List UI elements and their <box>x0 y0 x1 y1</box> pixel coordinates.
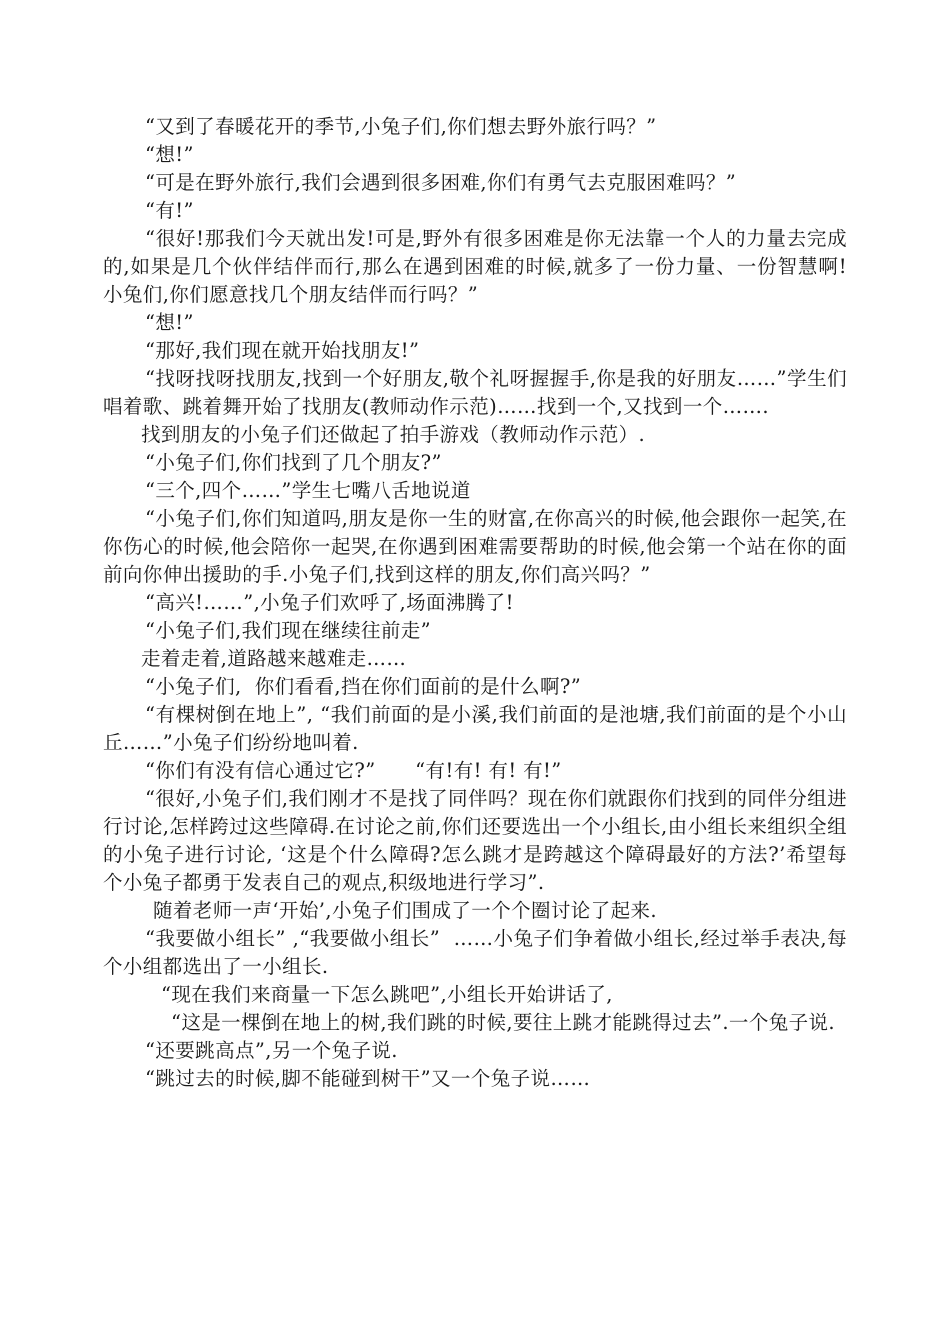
paragraph-15: 走着走着,道路越来越难走…… <box>141 647 407 670</box>
paragraph-18: “你们有没有信心通过它?” “有!有! 有! 有!” <box>145 759 562 782</box>
paragraph-4: “有!” <box>145 199 194 222</box>
paragraph-19: “很好,小兔子们,我们刚才不是找了同伴吗？现在你们就跟你们找到的同伴分组进行讨论,怎样跨过这些障碍.在讨论之前,你们还要选出一个小组长,由小组长来组织全组的小兔子进行讨论, ‘这是个什么障碍?怎么跳才是跨越这个障碍最好的方法?’希望每个小兔子都勇于发表自己的观点,积级地进行学习”. <box>103 787 847 894</box>
paragraph-2: “想!” <box>145 143 194 166</box>
paragraph-7: “那好,我们现在就开始找朋友!” <box>145 339 420 362</box>
paragraph-13: “高兴!……”,小兔子们欢呼了,场面沸腾了! <box>145 591 514 614</box>
paragraph-12: “小兔子们,你们知道吗,朋友是你一生的财富,在你高兴的时候,他会跟你一起笑,在你伤心的时候,他会陪你一起哭,在你遇到困难需要帮助的时候,他会第一个站在你的面前向你伸出援助的手.小兔子们,找到这样的朋友,你们高兴吗？” <box>103 507 847 586</box>
paragraph-3: “可是在野外旅行,我们会遇到很多困难,你们有勇气去克服困难吗？” <box>145 171 737 194</box>
document-body <box>103 113 854 1093</box>
paragraph-23: “这是一棵倒在地上的树,我们跳的时候,要往上跳才能跳得过去”.一个兔子说. <box>171 1011 836 1034</box>
paragraph-8: “找呀找呀找朋友,找到一个好朋友,敬个礼呀握握手,你是我的好朋友……”学生们唱着歌、跳着舞开始了找朋友(教师动作示范)……找到一个,又找到一个……. <box>103 367 847 418</box>
paragraph-20: 随着老师一声‘开始’,小兔子们围成了一个个圈讨论了起来. <box>153 899 657 922</box>
paragraph-10: “小兔子们,你们找到了几个朋友?” <box>145 451 442 474</box>
paragraph-21: “我要做小组长” ,“我要做小组长” ……小兔子们争着做小组长,经过举手表决,每个小组都选出了一小组长. <box>103 927 847 978</box>
paragraph-9: 找到朋友的小兔子们还做起了拍手游戏（教师动作示范）. <box>141 423 646 446</box>
paragraph-16: “小兔子们, 你们看看,挡在你们面前的是什么啊?” <box>145 675 582 698</box>
paragraph-5: “很好!那我们今天就出发!可是,野外有很多困难是你无法靠一个人的力量去完成的,如果是几个伙伴结伴而行,那么在遇到困难的时候,就多了一份力量、一份智慧啊! 小兔们,你们愿意找几个朋友结伴而行吗？” <box>103 227 854 306</box>
paragraph-11: “三个,四个……”学生七嘴八舌地说道 <box>145 479 471 502</box>
paragraph-1: “又到了春暖花开的季节,小兔子们,你们想去野外旅行吗？” <box>145 115 657 138</box>
paragraph-17: “有棵树倒在地上”, “我们前面的是小溪,我们前面的是池塘,我们前面的是个小山丘……”小兔子们纷纷地叫着. <box>103 703 847 754</box>
paragraph-14: “小兔子们,我们现在继续往前走” <box>145 619 432 642</box>
paragraph-6: “想!” <box>145 311 194 334</box>
paragraph-24: “还要跳高点”,另一个兔子说. <box>145 1039 398 1062</box>
paragraph-25: “跳过去的时候,脚不能碰到树干”又一个兔子说…… <box>145 1067 591 1090</box>
paragraph-22: “现在我们来商量一下怎么跳吧”,小组长开始讲话了, <box>161 983 613 1006</box>
